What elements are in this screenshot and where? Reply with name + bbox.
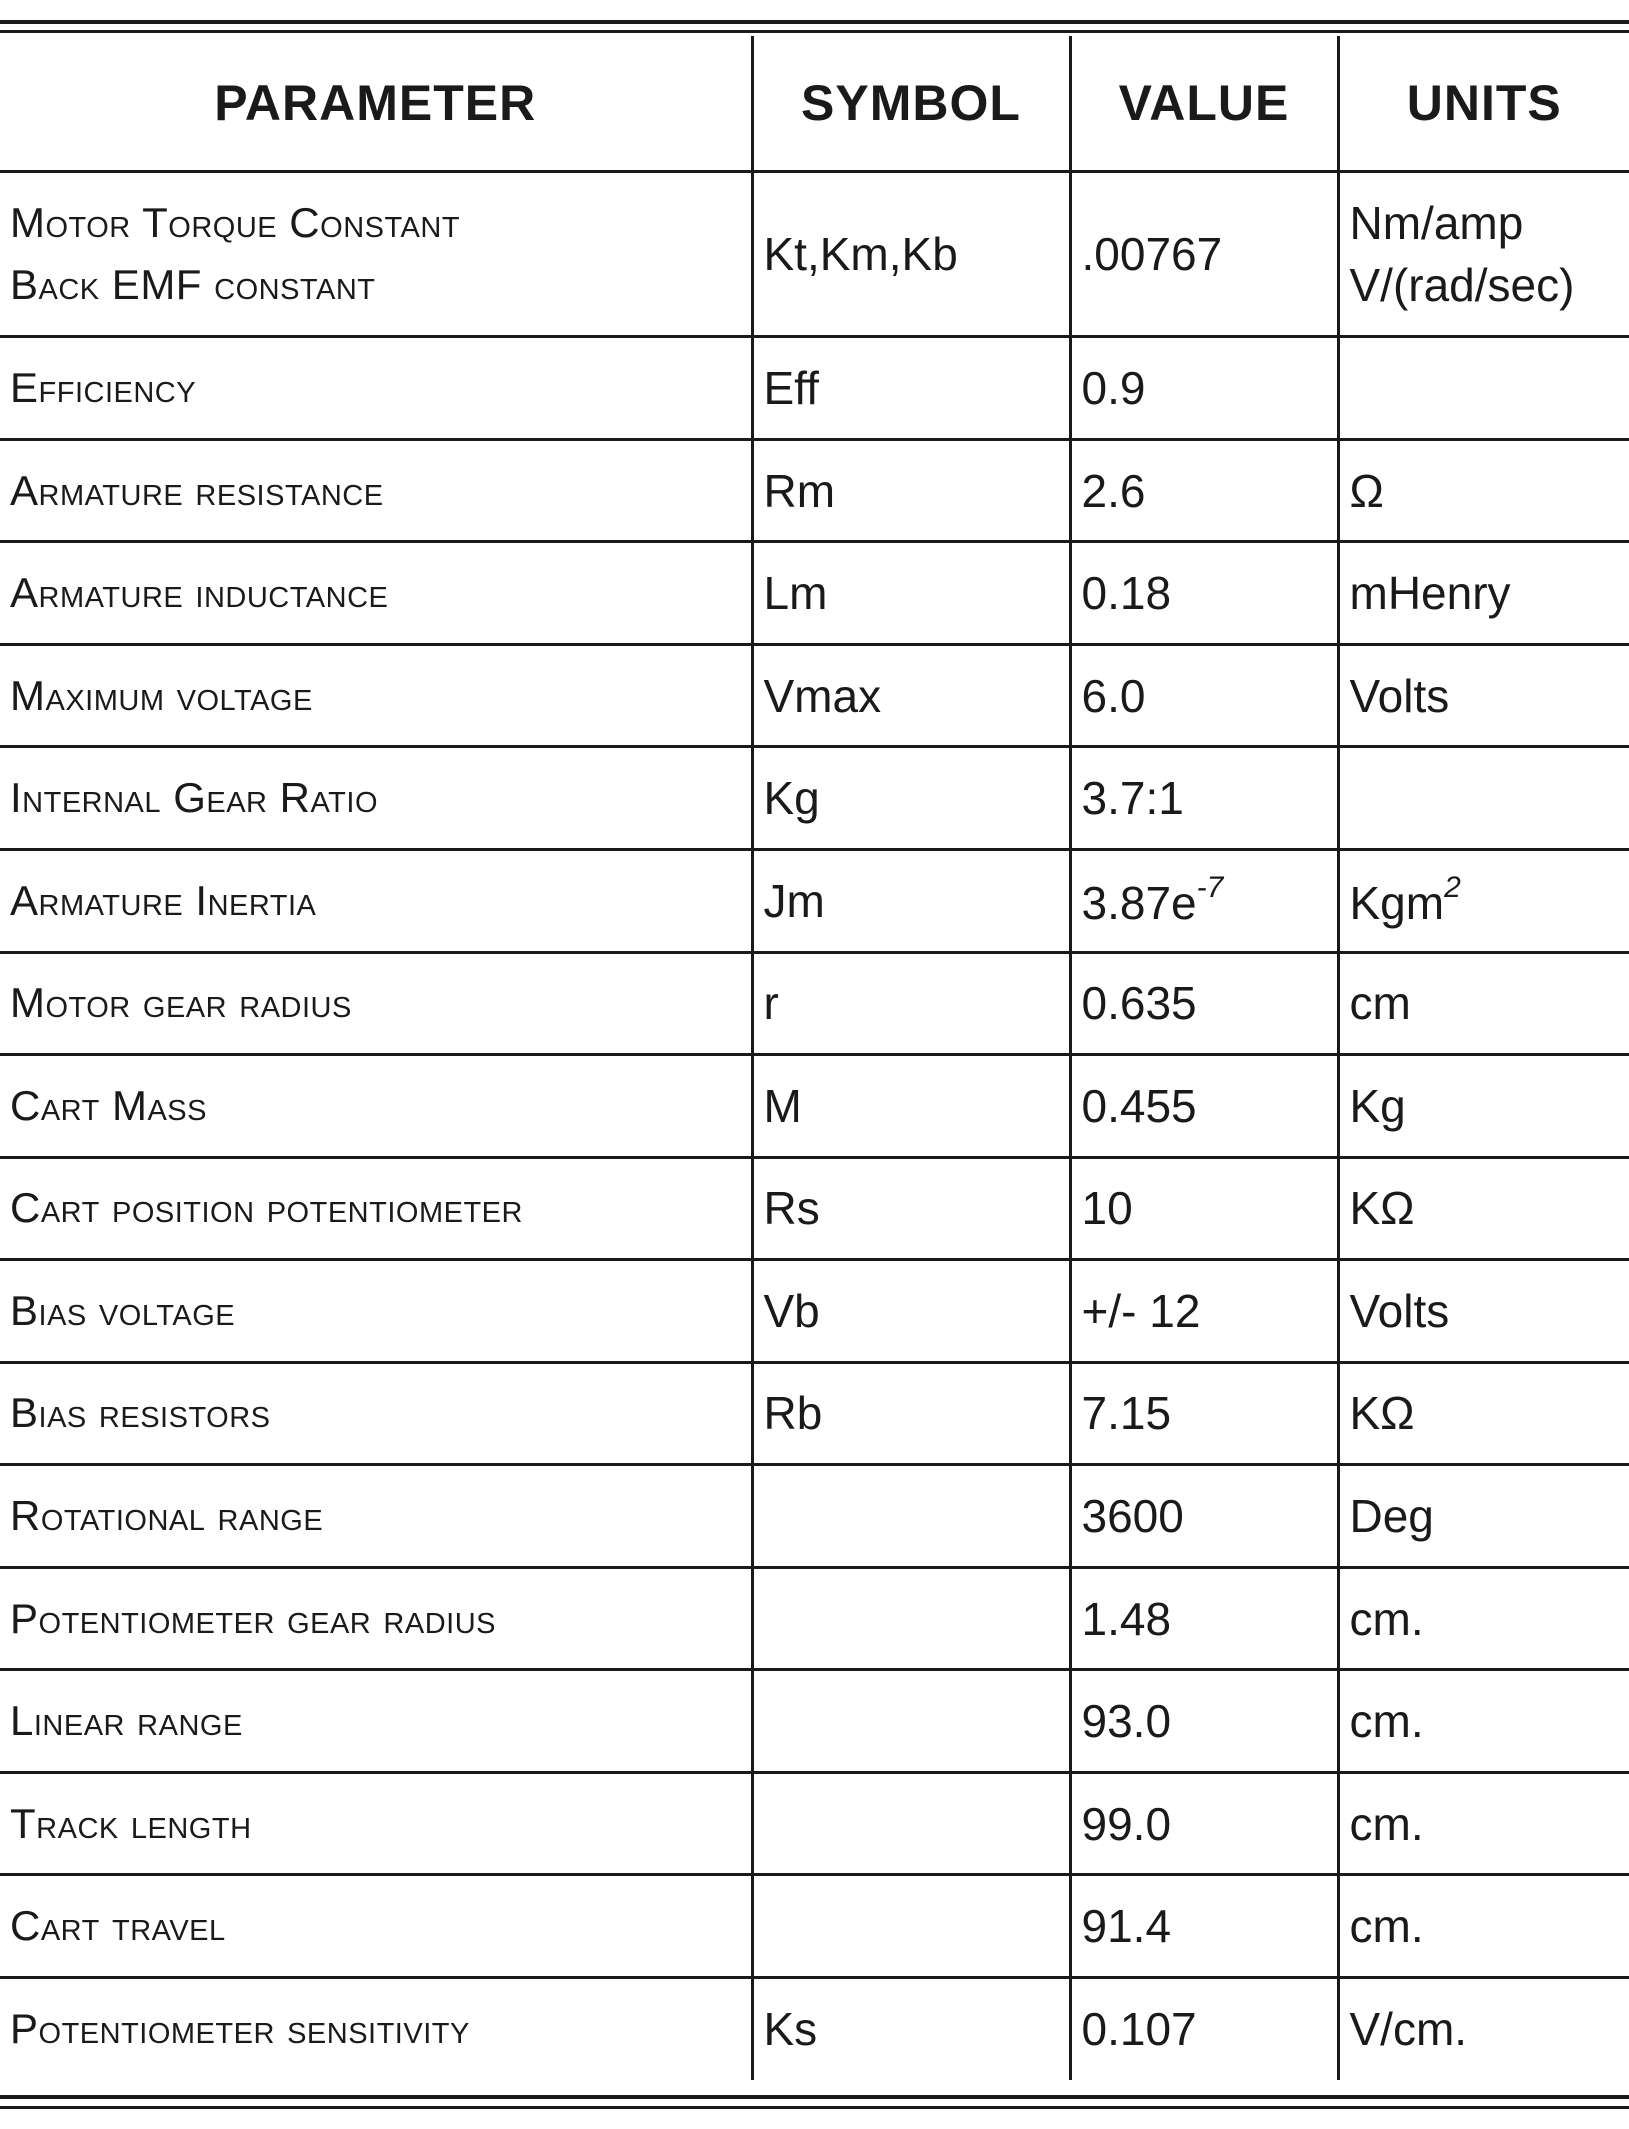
unit-cell xyxy=(1338,1055,1629,1158)
value-cell xyxy=(1070,439,1338,542)
unit-cell xyxy=(1338,1260,1629,1363)
symbol-text: Rb xyxy=(763,1387,823,1440)
parameter-cell xyxy=(0,1055,752,1158)
unit-text: cm. xyxy=(1349,1592,1424,1645)
value-text: 6.0 xyxy=(1081,669,1146,722)
symbol-text: Jm xyxy=(763,874,825,927)
parameter-cell xyxy=(0,1772,752,1875)
parameter-text: Cart position potentiometer xyxy=(10,1184,523,1232)
top-rule-inner xyxy=(0,30,1629,33)
unit-cell xyxy=(1338,1157,1629,1260)
parameter-cell xyxy=(0,1260,752,1363)
parameter-text: Rotational range xyxy=(10,1491,324,1539)
symbol-text: Rm xyxy=(763,464,836,517)
header-row xyxy=(0,36,1629,171)
table-row xyxy=(0,1875,1629,1978)
unit-cell xyxy=(1338,1875,1629,1978)
value-cell xyxy=(1070,1772,1338,1875)
value-cell: .00767 xyxy=(1070,171,1338,337)
symbol-cell xyxy=(752,1260,1070,1363)
table-row xyxy=(0,747,1629,850)
symbol-cell xyxy=(752,747,1070,850)
unit-text: KΩ xyxy=(1349,1387,1415,1440)
parameter-cell xyxy=(0,1977,752,2080)
header-parameter: PARAMETER xyxy=(0,36,752,171)
parameter-table xyxy=(0,36,1629,2080)
value-cell xyxy=(1070,1977,1338,2080)
unit-text: Ω xyxy=(1349,464,1384,517)
symbol-cell xyxy=(752,850,1070,953)
unit-cell xyxy=(1338,850,1629,953)
symbol-cell xyxy=(752,1670,1070,1773)
table-row xyxy=(0,1670,1629,1773)
parameter-text: Armature Inertia xyxy=(10,876,317,924)
table-row xyxy=(0,952,1629,1055)
table-row xyxy=(0,1362,1629,1465)
value-text: 3.87e xyxy=(1081,877,1197,930)
symbol-text: Kg xyxy=(763,772,820,825)
symbol-cell xyxy=(752,952,1070,1055)
parameter-text: Armature inductance xyxy=(10,569,389,617)
value-text: 10 xyxy=(1081,1182,1133,1235)
parameter-text: Bias voltage xyxy=(10,1286,236,1334)
value-text: 3.7:1 xyxy=(1081,772,1184,825)
value-text: 91.4 xyxy=(1081,1900,1172,1953)
header-value: VALUE xyxy=(1070,36,1338,171)
unit-text: Volts xyxy=(1349,669,1450,722)
table-row xyxy=(0,644,1629,747)
table-row xyxy=(0,1260,1629,1363)
parameter-cell xyxy=(0,1567,752,1670)
unit-cell xyxy=(1338,644,1629,747)
unit-line: V/(rad/sec) xyxy=(1349,258,1575,311)
symbol-text: Rs xyxy=(763,1182,820,1235)
value-cell xyxy=(1070,850,1338,953)
unit-text: Deg xyxy=(1349,1489,1434,1542)
parameter-text: Cart travel xyxy=(10,1902,226,1950)
unit-cell xyxy=(1338,1567,1629,1670)
unit-cell xyxy=(1338,1465,1629,1568)
header-symbol: SYMBOL xyxy=(752,36,1070,171)
top-rule xyxy=(0,20,1629,24)
unit-cell xyxy=(1338,1362,1629,1465)
unit-text: cm. xyxy=(1349,1900,1424,1953)
value-cell xyxy=(1070,542,1338,645)
parameter-cell xyxy=(0,747,752,850)
unit-text: Kg xyxy=(1349,1079,1406,1132)
parameter-line: Back EMF constant xyxy=(10,260,376,308)
parameter-cell xyxy=(0,1670,752,1773)
symbol-text: Vb xyxy=(763,1284,820,1337)
value-text: 0.635 xyxy=(1081,977,1197,1030)
value-cell xyxy=(1070,1260,1338,1363)
table-row xyxy=(0,850,1629,953)
bottom-rule-inner xyxy=(0,2106,1629,2109)
parameter-text: Cart Mass xyxy=(10,1081,207,1129)
symbol-cell xyxy=(752,644,1070,747)
unit-cell xyxy=(1338,747,1629,850)
parameter-text: Internal Gear Ratio xyxy=(10,774,379,822)
symbol-text: Ks xyxy=(763,2003,818,2056)
table-row xyxy=(0,1055,1629,1158)
parameter-text: Potentiometer gear radius xyxy=(10,1594,496,1642)
symbol-cell xyxy=(752,1772,1070,1875)
value-text: 0.455 xyxy=(1081,1079,1197,1132)
table-row xyxy=(0,439,1629,542)
symbol-text: Vmax xyxy=(763,669,882,722)
unit-cell xyxy=(1338,439,1629,542)
unit-text: Kgm xyxy=(1349,877,1445,930)
parameter-cell xyxy=(0,542,752,645)
parameter-cell xyxy=(0,952,752,1055)
symbol-cell xyxy=(752,1465,1070,1568)
symbol-cell xyxy=(752,1567,1070,1670)
value-cell xyxy=(1070,952,1338,1055)
value-cell xyxy=(1070,1465,1338,1568)
table-row xyxy=(0,171,1629,337)
symbol-text: r xyxy=(763,977,779,1030)
table-row xyxy=(0,1977,1629,2080)
header-units: UNITS xyxy=(1338,36,1629,171)
parameter-cell xyxy=(0,850,752,953)
parameter-cell xyxy=(0,439,752,542)
symbol-cell xyxy=(752,1875,1070,1978)
parameter-cell xyxy=(0,1465,752,1568)
unit-text: cm. xyxy=(1349,1695,1424,1748)
value-text: 93.0 xyxy=(1081,1695,1172,1748)
symbol-cell xyxy=(752,542,1070,645)
parameter-text: Armature resistance xyxy=(10,466,384,514)
value-cell xyxy=(1070,1055,1338,1158)
table-row xyxy=(0,1567,1629,1670)
unit-cell xyxy=(1338,952,1629,1055)
unit-text: Volts xyxy=(1349,1284,1450,1337)
value-cell xyxy=(1070,1362,1338,1465)
unit-text: cm xyxy=(1349,977,1411,1030)
value-text: 3600 xyxy=(1081,1489,1184,1542)
symbol-cell xyxy=(752,1055,1070,1158)
symbol-cell xyxy=(752,1157,1070,1260)
parameter-line: Motor Torque Constant xyxy=(10,198,461,246)
symbol-cell xyxy=(752,337,1070,440)
value-text: 0.107 xyxy=(1081,2003,1197,2056)
unit-cell xyxy=(1338,542,1629,645)
parameter-text: Motor gear radius xyxy=(10,979,352,1027)
symbol-text: Lm xyxy=(763,567,828,620)
value-cell xyxy=(1070,1875,1338,1978)
symbol-cell xyxy=(752,1977,1070,2080)
unit-text: KΩ xyxy=(1349,1182,1415,1235)
symbol-text: M xyxy=(763,1079,802,1132)
parameter-text: Potentiometer sensitivity xyxy=(10,2005,470,2053)
symbol-cell xyxy=(752,439,1070,542)
table-row xyxy=(0,337,1629,440)
parameter-text: Bias resistors xyxy=(10,1389,271,1437)
bottom-rule xyxy=(0,2095,1629,2099)
value-text: 1.48 xyxy=(1081,1592,1172,1645)
value-text: 0.9 xyxy=(1081,362,1146,415)
unit-cell xyxy=(1338,1772,1629,1875)
parameter-text: Track length xyxy=(10,1799,252,1847)
value-cell xyxy=(1070,1157,1338,1260)
table-row xyxy=(0,1772,1629,1875)
parameter-cell xyxy=(0,644,752,747)
value-cell xyxy=(1070,1670,1338,1773)
unit-cell xyxy=(1338,1670,1629,1773)
value-cell xyxy=(1070,337,1338,440)
parameter-cell xyxy=(0,1157,752,1260)
parameter-cell xyxy=(0,337,752,440)
unit-cell xyxy=(1338,171,1629,337)
parameter-cell xyxy=(0,1875,752,1978)
parameter-cell xyxy=(0,171,752,337)
symbol-cell: Kt,Km,Kb xyxy=(752,171,1070,337)
value-cell xyxy=(1070,1567,1338,1670)
value-text: +/- 12 xyxy=(1081,1284,1201,1337)
unit-superscript: 2 xyxy=(1444,871,1461,905)
parameter-cell xyxy=(0,1362,752,1465)
value-text: 0.18 xyxy=(1081,567,1172,620)
value-text: 2.6 xyxy=(1081,464,1146,517)
parameter-text: Maximum voltage xyxy=(10,671,313,719)
symbol-text: Eff xyxy=(763,362,819,415)
parameter-text: Efficiency xyxy=(10,364,197,412)
symbol-cell xyxy=(752,1362,1070,1465)
unit-text: mHenry xyxy=(1349,567,1511,620)
unit-text: V/cm. xyxy=(1349,2003,1468,2056)
parameter-text: Linear range xyxy=(10,1697,243,1745)
value-text: 99.0 xyxy=(1081,1797,1172,1850)
unit-line: Nm/amp xyxy=(1349,196,1524,249)
value-cell xyxy=(1070,644,1338,747)
table-row xyxy=(0,1465,1629,1568)
value-cell xyxy=(1070,747,1338,850)
unit-text: cm. xyxy=(1349,1797,1424,1850)
table-row xyxy=(0,1157,1629,1260)
table-row xyxy=(0,542,1629,645)
value-superscript: -7 xyxy=(1196,871,1224,905)
value-text: 7.15 xyxy=(1081,1387,1172,1440)
unit-cell xyxy=(1338,1977,1629,2080)
unit-cell xyxy=(1338,337,1629,440)
